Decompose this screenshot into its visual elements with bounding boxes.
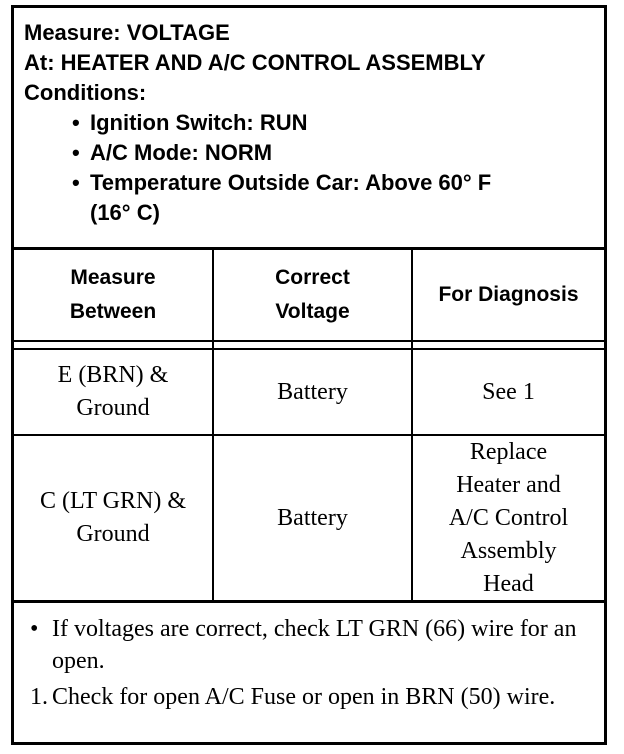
note-number: 1. [30,684,48,710]
condition-text: A/C Mode: NORM [90,140,273,165]
cell-line: E (BRN) & [57,362,169,388]
bullet-icon: • [72,140,80,165]
column-header-line: Voltage [275,300,350,323]
condition-text: Ignition Switch: RUN [90,110,308,135]
measurement-table [14,250,604,600]
row-1-between [14,350,212,434]
condition-item [24,168,604,228]
row-2-diagnosis [413,436,604,600]
bullet-icon: • [30,616,39,642]
note-text: If voltages are correct, check LT GRN (66) wire for an open. [52,616,577,674]
cell-line: Head [483,570,534,597]
condition-text-continued: (16° C) [90,200,160,225]
row-1-voltage [214,350,411,434]
header-divider [14,340,604,342]
column-header-line: Correct [275,266,350,289]
cell-line: C (LT GRN) & [39,488,186,514]
column-header-voltage [214,250,411,340]
cell-line: Ground [76,521,150,547]
cell-line: Assembly [460,537,557,564]
cell-line: Battery [277,504,348,531]
conditions-list [24,108,604,228]
measure-title: Measure: VOLTAGE [24,20,230,45]
column-header-diagnosis [413,250,604,340]
cell-line: See 1 [482,378,535,405]
cell-line: Ground [76,395,150,421]
cell-line: Heater and [456,471,561,498]
row-2-voltage [214,436,411,600]
note-item [26,613,598,677]
bullet-icon: • [72,170,80,195]
conditions-label: Conditions: [24,80,147,105]
row-2-between [14,436,212,600]
cell-line: A/C Control [448,504,569,531]
notes-section [14,600,604,717]
note-text: Check for open A/C Fuse or open in BRN (50) wire. [52,684,556,710]
column-header-line: Measure [70,266,156,289]
condition-item [24,108,604,138]
row-1-diagnosis [413,350,604,434]
voltage-test-chart [11,5,607,745]
column-header-line: For Diagnosis [438,283,579,306]
test-header [14,8,604,250]
cell-line: Battery [277,378,348,405]
bullet-icon: • [72,110,80,135]
cell-line: Replace [469,438,548,465]
condition-item [24,138,604,168]
note-item [26,681,598,713]
location-title: At: HEATER AND A/C CONTROL ASSEMBLY [24,50,486,75]
condition-text: Temperature Outside Car: Above 60° F [90,170,492,195]
column-header-between [14,250,212,340]
column-header-line: Between [69,300,157,323]
